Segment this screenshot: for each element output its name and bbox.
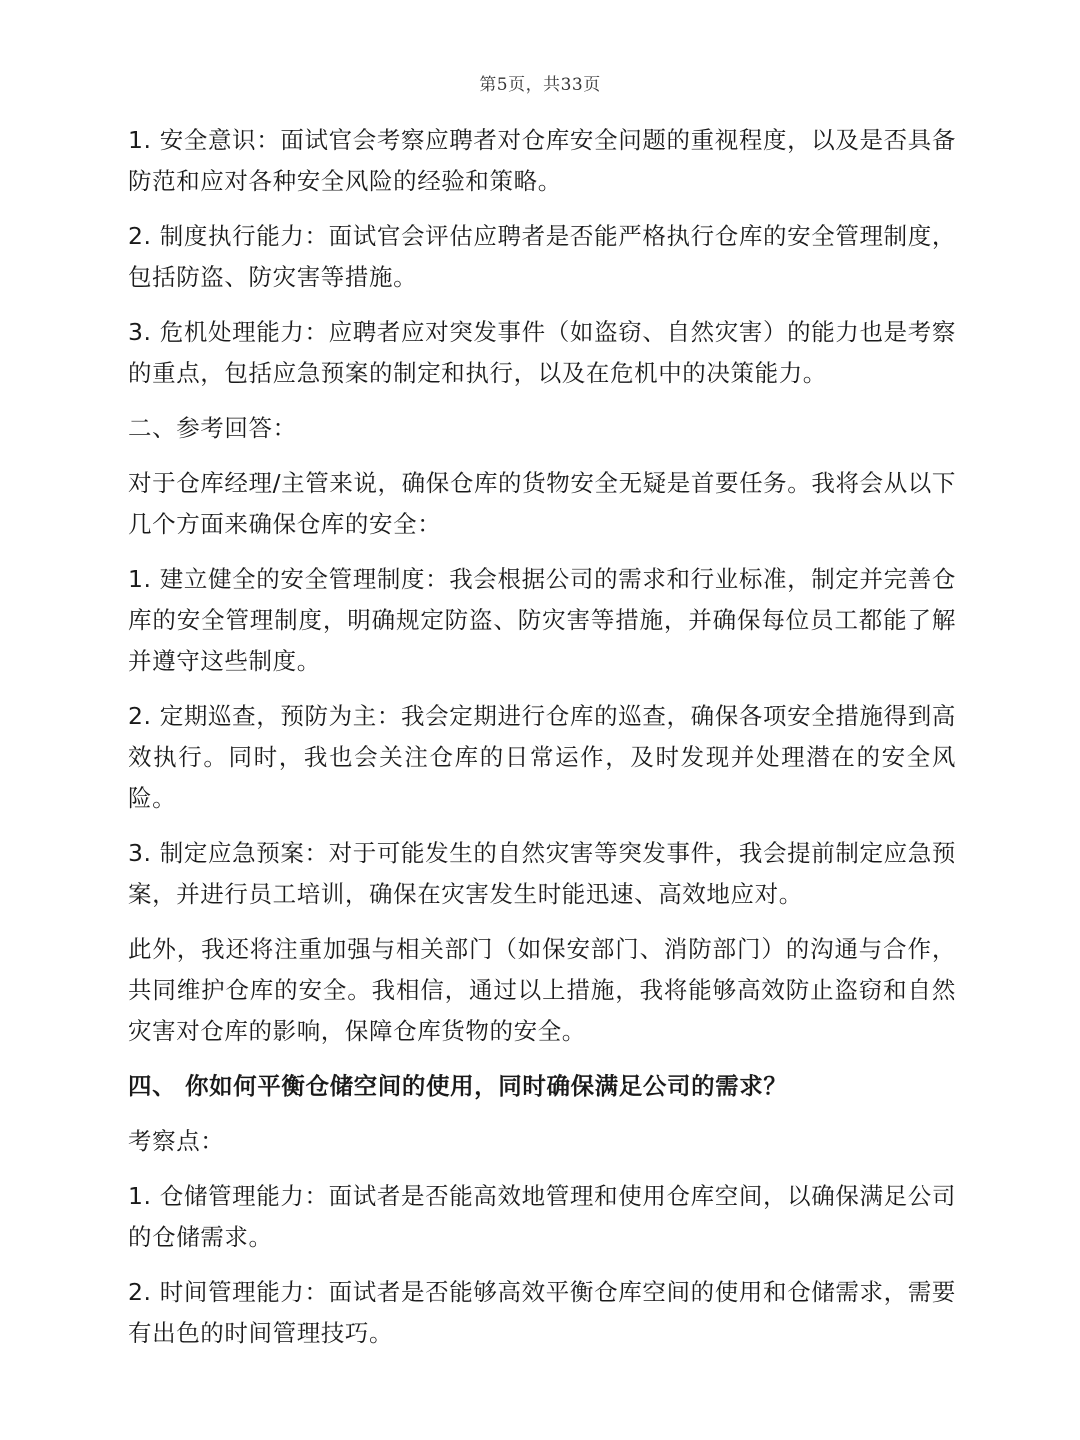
paragraph-answer-point-1: 1. 建立健全的安全管理制度：我会根据公司的需求和行业标准，制定并完善仓库的安全管理制度，明确规定防盗、防灾害等措施，并确保每位员工都能了解并遵守这些制度。 <box>128 565 956 675</box>
paragraph-answer-point-2: 2. 定期巡查，预防为主：我会定期进行仓库的巡查，确保各项安全措施得到高效执行。同时，我也会关注仓库的日常运作，及时发现并处理潜在的安全风险。 <box>128 702 956 812</box>
paragraph-crisis-handling: 3. 危机处理能力：应聘者应对突发事件（如盗窃、自然灾害）的能力也是考察的重点，包括应急预案的制定和执行，以及在危机中的决策能力。 <box>128 318 956 387</box>
paragraph-safety-awareness: 1. 安全意识：面试官会考察应聘者对仓库安全问题的重视程度，以及是否具备防范和应对各种安全风险的经验和策略。 <box>128 126 956 195</box>
document-body <box>128 120 956 1368</box>
paragraph-answer-conclusion: 此外，我还将注重加强与相关部门（如保安部门、消防部门）的沟通与合作，共同维护仓库的安全。我相信，通过以上措施，我将能够高效防止盗窃和自然灾害对仓库的影响，保障仓库货物的安全。 <box>128 935 956 1045</box>
paragraph-storage-management: 1. 仓储管理能力：面试者是否能高效地管理和使用仓库空间，以确保满足公司的仓储需求。 <box>128 1182 956 1251</box>
section-heading-assessment-points: 考察点： <box>128 1127 225 1155</box>
page-indicator: 第5页，共33页 <box>479 75 601 95</box>
paragraph-answer-intro: 对于仓库经理/主管来说，确保仓库的货物安全无疑是首要任务。我将会从以下几个方面来确保仓库的安全： <box>128 469 956 538</box>
paragraph-answer-point-3: 3. 制定应急预案：对于可能发生的自然灾害等突发事件，我会提前制定应急预案，并进行员工培训，确保在灾害发生时能迅速、高效地应对。 <box>128 839 956 908</box>
section-heading-reference-answer: 二、参考回答： <box>128 414 297 442</box>
question-heading-4: 四、 你如何平衡仓储空间的使用，同时确保满足公司的需求？ <box>128 1072 788 1100</box>
paragraph-policy-execution: 2. 制度执行能力：面试官会评估应聘者是否能严格执行仓库的安全管理制度，包括防盗、防灾害等措施。 <box>128 222 956 291</box>
paragraph-time-management: 2. 时间管理能力：面试者是否能够高效平衡仓库空间的使用和仓储需求，需要有出色的时间管理技巧。 <box>128 1278 956 1347</box>
